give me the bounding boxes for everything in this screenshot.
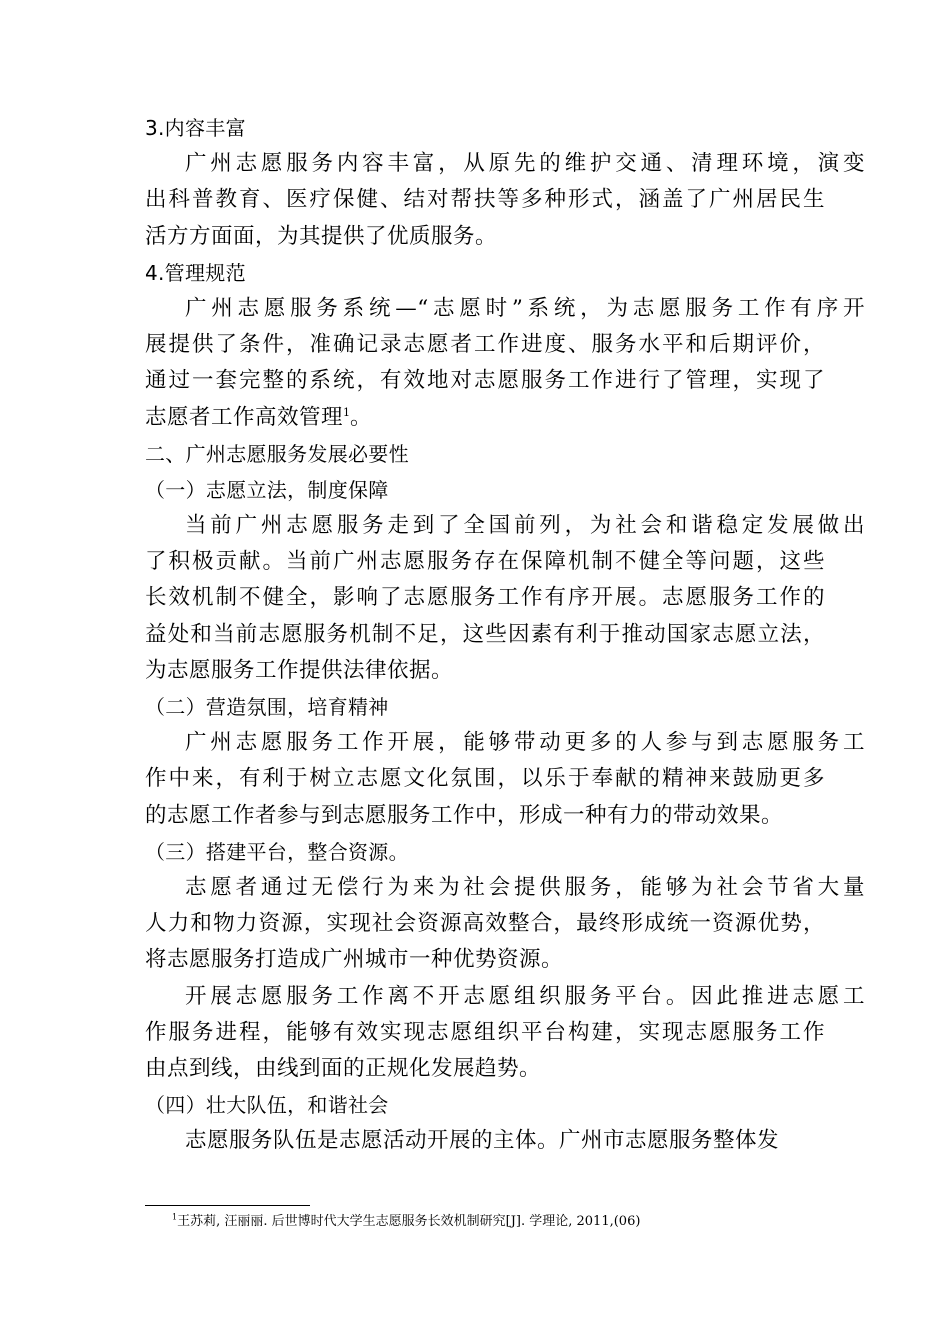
- section-heading: （二）营造氛围，培育精神: [145, 695, 389, 719]
- paragraph-line: [145, 219, 825, 255]
- paragraph-line: [145, 725, 865, 761]
- line-text: 展提供了条件，准确记录志愿者工作进度、服务水平和后期评价，: [145, 332, 825, 358]
- line-text: 广州志愿服务工作开展，能够带动更多的人参与到志愿服务工: [185, 730, 865, 756]
- line-text: 志愿者通过无偿行为来为社会提供服务，能够为社会节省大量: [185, 874, 865, 900]
- line-text: 了积极贡献。当前广州志愿服务存在保障机制不健全等问题，这些: [145, 549, 825, 575]
- line-text: 作中来，有利于树立志愿文化氛围，以乐于奉献的精神来鼓励更多: [145, 766, 825, 792]
- paragraph-line: [145, 1051, 825, 1087]
- paragraph-line: [145, 327, 825, 363]
- paragraph-line: [145, 363, 825, 399]
- paragraph-line: [145, 182, 825, 218]
- paragraph-line: [145, 291, 865, 327]
- paragraph-line: [145, 146, 865, 182]
- footnote-separator: [145, 1205, 310, 1206]
- document-body: [145, 110, 865, 1159]
- paragraph-line: [145, 580, 825, 616]
- paragraph: [145, 870, 865, 979]
- paragraph: [145, 291, 865, 436]
- paragraph: [145, 508, 865, 689]
- paragraph-line: [145, 400, 825, 436]
- paragraph-line: [145, 1123, 825, 1159]
- section-heading: 二、广州志愿服务发展必要性: [145, 441, 409, 466]
- paragraph-line: [145, 1015, 825, 1051]
- paragraph-line: [145, 798, 825, 834]
- line-text: 当前广州志愿服务走到了全国前列，为社会和谐稳定发展做出: [185, 513, 865, 539]
- line-text: 通过一套完整的系统，有效地对志愿服务工作进行了管理，实现了: [145, 368, 825, 394]
- section-heading: 4.管理规范: [145, 260, 246, 285]
- paragraph-line: [145, 617, 825, 653]
- line-text: 广州志愿服务内容丰富，从原先的维护交通、清理环境，演变: [185, 151, 865, 177]
- paragraph-line: [145, 979, 865, 1015]
- paragraph-line: [145, 508, 865, 544]
- footnote-text: 王苏莉, 汪丽丽. 后世博时代大学生志愿服务长效机制研究[J]. 学理论, 2011,(06): [177, 1214, 641, 1229]
- line-text: 将志愿服务打造成广州城市一种优势资源。: [145, 947, 564, 973]
- line-text: 由点到线，由线到面的正规化发展趋势。: [145, 1055, 542, 1081]
- section-heading: （三）搭建平台，整合资源。: [145, 839, 409, 864]
- line-text: 人力和物力资源，实现社会资源高效整合，最终形成统一资源优势，: [145, 911, 825, 937]
- paragraph-line: [145, 653, 825, 689]
- line-text: 志愿者工作高效管理: [145, 404, 344, 430]
- paragraph-line: [145, 761, 825, 797]
- footnote: [172, 1213, 640, 1231]
- line-text: 为志愿服务工作提供法律依据。: [145, 657, 454, 683]
- paragraph-line: [145, 870, 865, 906]
- section-heading: 3.内容丰富: [145, 116, 246, 140]
- section-heading: （四）壮大队伍，和谐社会: [145, 1093, 389, 1118]
- line-text: 作服务进程，能够有效实现志愿组织平台构建，实现志愿服务工作: [145, 1019, 825, 1045]
- paragraph: [145, 979, 865, 1088]
- line-text: 益处和当前志愿服务机制不足，这些因素有利于推动国家志愿立法，: [145, 621, 825, 647]
- line-end-punctuation: 。: [350, 404, 373, 430]
- line-text: 出科普教育、医疗保健、结对帮扶等多种形式，涵盖了广州居民生: [145, 187, 825, 213]
- paragraph-line: [145, 942, 825, 978]
- line-text: 的志愿工作者参与到志愿服务工作中，形成一种有力的带动效果。: [145, 802, 784, 828]
- paragraph: [145, 725, 865, 834]
- line-text: 长效机制不健全，影响了志愿服务工作有序开展。志愿服务工作的: [145, 585, 825, 611]
- paragraph: [145, 146, 865, 255]
- footnote-reference: 1: [343, 405, 351, 419]
- line-text: 广州志愿服务系统—“志愿时”系统，为志愿服务工作有序开: [185, 295, 865, 321]
- paragraph-line: [145, 544, 825, 580]
- paragraph-line: [145, 906, 825, 942]
- paragraph: [145, 1123, 825, 1159]
- line-text: 活方方面面，为其提供了优质服务。: [145, 223, 498, 249]
- line-text: 开展志愿服务工作离不开志愿组织服务平台。因此推进志愿工: [185, 983, 865, 1009]
- section-heading: （一）志愿立法，制度保障: [145, 477, 389, 502]
- footnote-mark: 1: [172, 1212, 178, 1222]
- line-text: 志愿服务队伍是志愿活动开展的主体。广州市志愿服务整体发: [185, 1128, 780, 1154]
